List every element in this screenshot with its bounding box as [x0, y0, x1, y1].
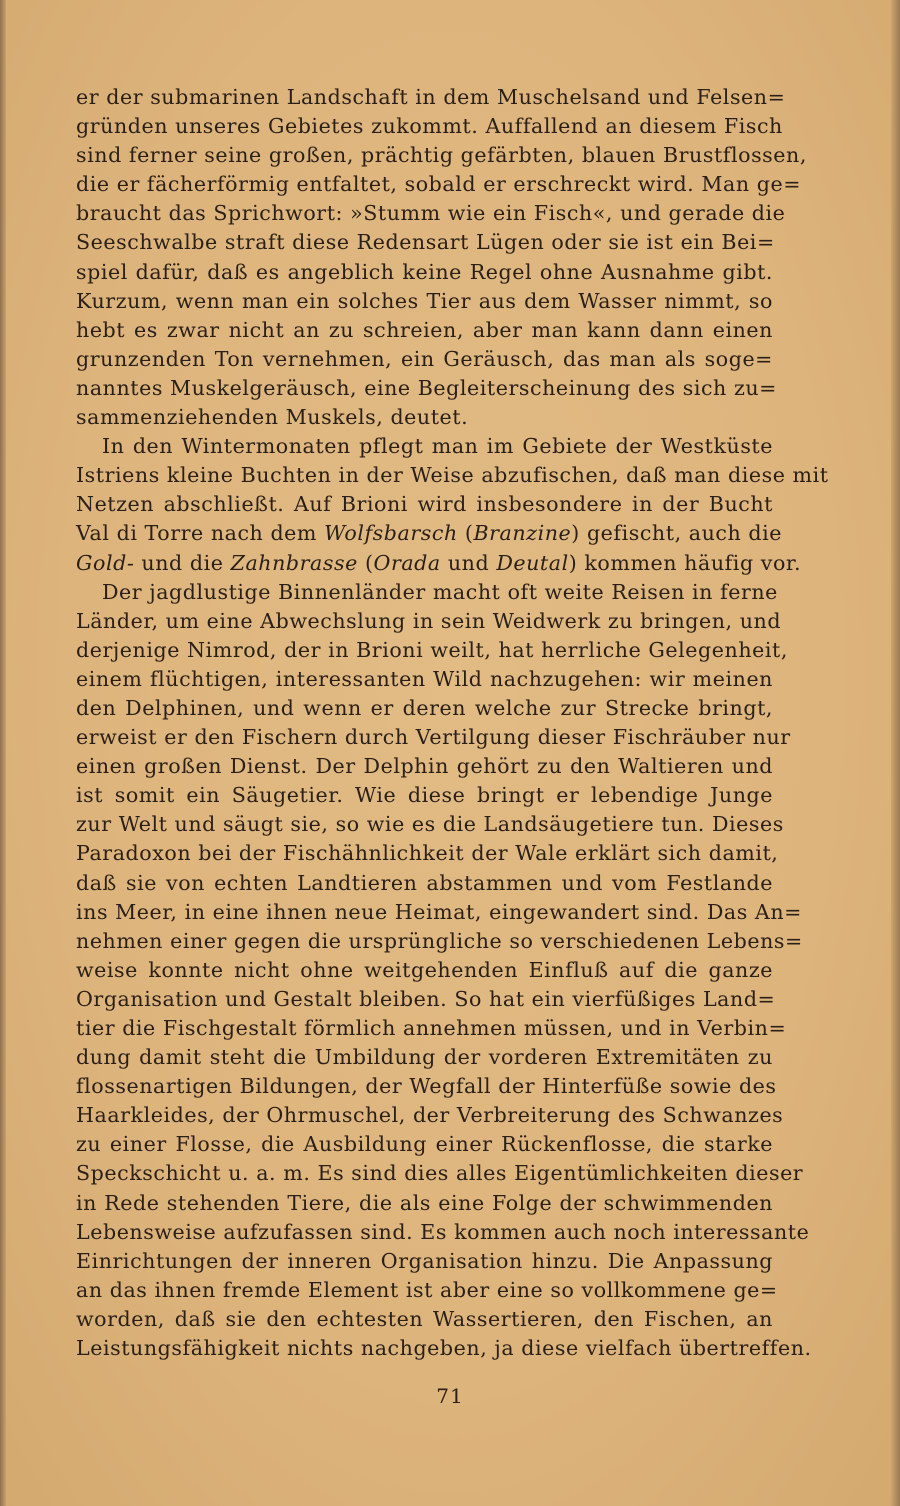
text-line: [76, 607, 782, 636]
italic-term: Wolfsbarsch: [324, 521, 458, 546]
text-line: [76, 549, 802, 578]
text-run: Länder, um eine Abwechslung in sein Weidwerk zu bringen, und: [76, 608, 782, 633]
text-run: braucht das Sprichwort: »Stumm wie ein Fisch«, und gerade die: [76, 201, 786, 226]
text-run: ) kommen häufig vor.: [568, 550, 802, 575]
text-line: [76, 578, 778, 607]
text-line: [76, 1334, 812, 1363]
text-line: [76, 1101, 784, 1130]
text-line: [76, 1130, 773, 1159]
text-line: [76, 781, 773, 810]
text-run: Val di Torre nach dem: [76, 521, 325, 546]
text-line: [76, 869, 773, 898]
text-line: [76, 228, 773, 257]
text-line: [76, 956, 773, 985]
text-line: [76, 83, 786, 112]
text-line: [76, 1072, 777, 1101]
text-line: [76, 258, 773, 287]
paragraph: [76, 432, 829, 577]
italic-term: Gold-: [76, 550, 135, 575]
text-run: Leistungsfähigkeit nichts nachgeben, ja diese vielfach übertreffen.: [76, 1336, 812, 1361]
text-line: [76, 839, 779, 868]
text-run: und: [440, 550, 497, 575]
paragraph: [76, 83, 807, 432]
text-run: und die: [134, 550, 231, 575]
text-run: Einrichtungen der inneren Organisation hinzu. Die Anpassung: [76, 1248, 773, 1273]
text-run: Lebensweise aufzufassen sind. Es kommen auch noch interessante: [76, 1219, 810, 1244]
text-line: [76, 345, 773, 374]
text-line: [76, 723, 791, 752]
text-run: einem flüchtigen, interessanten Wild nachzugehen: wir meinen: [76, 666, 773, 691]
text-line: [76, 927, 803, 956]
text-line: [76, 1247, 773, 1276]
text-run: worden, daß sie den echtesten Wassertieren, den Fischen, an: [76, 1306, 773, 1331]
page-number: 71: [436, 1384, 464, 1408]
body-text: [76, 83, 829, 1363]
text-run: Haarkleides, der Ohrmuschel, der Verbreiterung des Schwanzes: [76, 1103, 784, 1128]
text-run: hebt es zwar nicht an zu schreien, aber man kann dann einen: [76, 317, 773, 342]
text-run: (: [357, 550, 374, 575]
text-line: [76, 1276, 778, 1305]
text-line: [76, 898, 802, 927]
text-run: ) gefischt, auch die: [571, 521, 782, 546]
text-run: Seeschwalbe straft diese Redensart Lügen oder sie ist ein Bei=: [76, 230, 775, 255]
text-line: [76, 1189, 773, 1218]
text-run: die er fächerförmig entfaltet, sobald er erschreckt wird. Man ge=: [76, 172, 802, 197]
text-run: Der jagdlustige Binnenländer macht oft weite Reisen in ferne: [102, 579, 778, 604]
italic-term: Deutal: [496, 550, 569, 575]
text-run: erweist er den Fischern durch Vertilgung dieser Fischräuber nur: [76, 725, 791, 750]
text-run: derjenige Nimrod, der in Brioni weilt, hat herrliche Gelegenheit,: [76, 637, 788, 662]
text-run: dung damit steht die Umbildung der vorderen Extremitäten zu: [76, 1045, 773, 1070]
text-line: [76, 1043, 773, 1072]
text-run: zu einer Flosse, die Ausbildung einer Rückenflosse, die starke: [76, 1132, 773, 1157]
text-line: [76, 199, 786, 228]
text-run: zur Welt und säugt sie, so wie es die Landsäugetiere tun. Dieses: [76, 812, 784, 837]
text-line: [76, 287, 773, 316]
text-line: [76, 636, 788, 665]
text-run: nehmen einer gegen die ursprüngliche so verschiedenen Lebens=: [76, 928, 803, 953]
text-run: flossenartigen Bildungen, der Wegfall der Hinterfüße sowie des: [76, 1074, 777, 1099]
text-run: (: [457, 521, 474, 546]
text-run: einen großen Dienst. Der Delphin gehört zu den Waltieren und: [76, 754, 773, 779]
text-line: [76, 752, 773, 781]
text-run: daß sie von echten Landtieren abstammen und vom Festlande: [76, 870, 773, 895]
text-run: gründen unseres Gebietes zukommt. Auffallend an diesem Fisch: [76, 114, 783, 139]
text-line: [76, 461, 829, 490]
text-run: grunzenden Ton vernehmen, ein Geräusch, das man als soge=: [76, 346, 773, 371]
text-run: Speckschicht u. a. m. Es sind dies alles Eigentümlichkeiten dieser: [76, 1161, 804, 1186]
text-run: nanntes Muskelgeräusch, eine Begleiterscheinung des sich zu=: [76, 375, 777, 400]
paragraph: [76, 578, 812, 1364]
text-run: Organisation und Gestalt bleiben. So hat ein vierfüßiges Land=: [76, 986, 776, 1011]
text-line: [76, 694, 773, 723]
text-line: [76, 316, 773, 345]
text-line: [76, 403, 773, 432]
text-run: sammenziehenden Muskels, deutet.: [76, 405, 469, 430]
text-line: [76, 141, 807, 170]
text-line: [76, 810, 784, 839]
text-line: [76, 112, 783, 141]
text-run: In den Wintermonaten pflegt man im Gebiete der Westküste: [102, 434, 773, 459]
text-run: spiel dafür, daß es angeblich keine Regel ohne Ausnahme gibt.: [76, 259, 773, 284]
text-run: Paradoxon bei der Fischähnlichkeit der Wale erklärt sich damit,: [76, 841, 779, 866]
text-line: [76, 170, 802, 199]
text-run: den Delphinen, und wenn er deren welche zur Strecke bringt,: [76, 695, 773, 720]
text-line: [76, 374, 777, 403]
text-line: [76, 1014, 787, 1043]
page-left-edge: [0, 0, 6, 1506]
italic-term: Branzine: [473, 521, 572, 546]
text-line: [76, 985, 776, 1014]
text-run: ins Meer, in eine ihnen neue Heimat, eingewandert sind. Das An=: [76, 899, 802, 924]
text-line: [76, 1305, 773, 1334]
text-run: Netzen abschließt. Auf Brioni wird insbesondere in der Bucht: [76, 492, 773, 517]
text-run: weise konnte nicht ohne weitgehenden Einfluß auf die ganze: [76, 957, 773, 982]
page-right-edge: [891, 0, 900, 1506]
text-line: [76, 490, 773, 519]
text-line: [76, 519, 782, 548]
text-run: Kurzum, wenn man ein solches Tier aus dem Wasser nimmt, so: [76, 288, 773, 313]
text-run: an das ihnen fremde Element ist aber eine so vollkommene ge=: [76, 1277, 778, 1302]
text-run: Istriens kleine Buchten in der Weise abzufischen, daß man diese mit: [76, 463, 829, 488]
text-run: tier die Fischgestalt förmlich annehmen müssen, und in Verbin=: [76, 1016, 787, 1040]
text-line: [76, 665, 773, 694]
italic-term: Orada: [373, 550, 441, 575]
text-run: ist somit ein Säugetier. Wie diese bringt er lebendige Junge: [76, 783, 773, 808]
italic-term: Zahnbrasse: [230, 550, 358, 575]
text-line: [76, 1159, 804, 1188]
text-run: in Rede stehenden Tiere, die als eine Folge der schwimmenden: [76, 1190, 773, 1215]
text-run: sind ferner seine großen, prächtig gefärbten, blauen Brustflossen,: [76, 143, 807, 168]
text-run: er der submarinen Landschaft in dem Muschelsand und Felsen=: [76, 85, 786, 109]
text-line: [76, 432, 773, 461]
text-line: [76, 1218, 810, 1247]
